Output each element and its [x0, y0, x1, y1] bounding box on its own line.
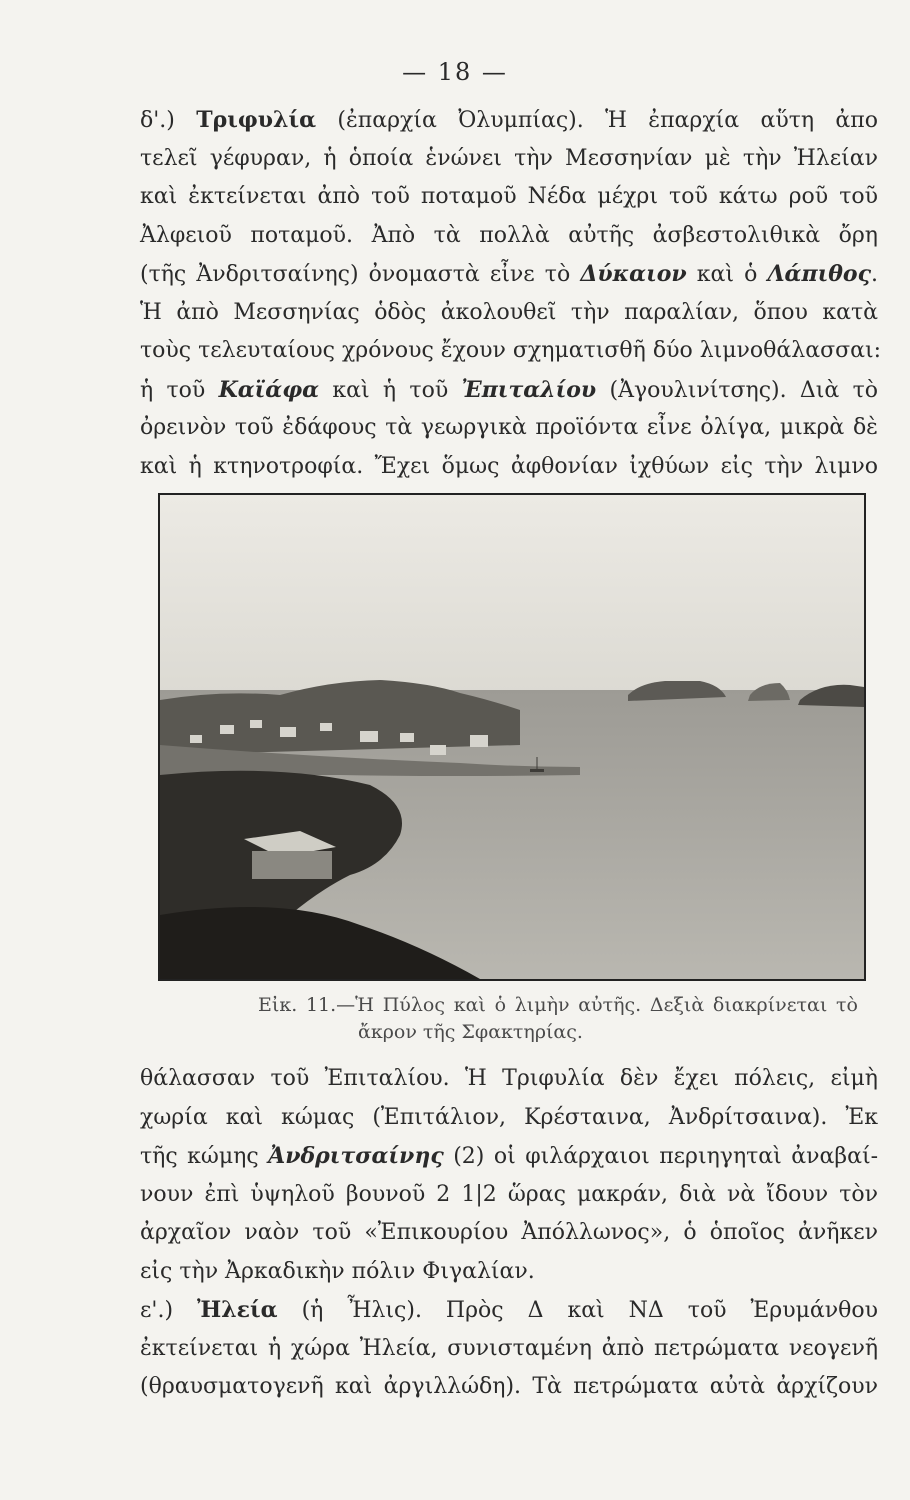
text-run: θάλασσαν τοῦ Ἐπιταλίου. Ἡ Τριφυλία δὲν ἔχει πόλεις, εἰμὴ	[140, 1066, 878, 1091]
text-line	[140, 1214, 878, 1253]
emphasized-term: Ἐπιταλίου	[461, 376, 597, 403]
emphasized-term: Καϊάφα	[218, 376, 320, 403]
text-run: ὀρεινὸν τοῦ ἐδάφους τὰ γεωργικὰ προϊόντα εἶνε ὀλίγα, μικρὰ δὲ	[140, 415, 878, 440]
figure-caption	[258, 992, 858, 1046]
text-run: ε'.)	[140, 1298, 198, 1323]
caption-line-1: Εἰκ. 11.—Ἡ Πύλος καὶ ὁ λιμὴν αὐτῆς. Δεξιὰ διακρίνεται τὸ	[258, 994, 858, 1016]
text-run: ἡ τοῦ	[140, 377, 219, 403]
text-run: (τῆς Ἀνδριτσαίνης) ὀνομαστὰ εἶνε τὸ	[140, 262, 581, 287]
text-line	[140, 140, 878, 179]
text-line	[140, 217, 878, 256]
emphasized-term: Λάπιθος	[767, 261, 871, 287]
text-run: ἀρχαῖον ναὸν τοῦ «Ἐπικουρίου Ἀπόλλωνος», ὁ ὁποῖος ἀνῆκεν	[140, 1220, 878, 1245]
page-number: — 18 —	[402, 58, 508, 86]
caption-line-2: ἄκρον τῆς Σφακτηρίας.	[358, 1021, 583, 1043]
text-line	[140, 1330, 878, 1369]
text-run: καὶ ἡ τοῦ	[319, 377, 462, 403]
text-run: νουν ἐπὶ ὑψηλοῦ βουνοῦ 2 1|2 ὥρας μακράν, διὰ νὰ ἴδουν τὸν	[140, 1181, 878, 1207]
text-run: (θραυσματογενῆ καὶ ἀργιλλώδη). Τὰ πετρώματα αὐτὰ ἀρχίζουν	[140, 1374, 878, 1399]
text-line	[140, 371, 878, 410]
text-line	[140, 1176, 878, 1215]
text-run: τελεῖ γέφυραν, ἡ ὁποία ἑνώνει τὴν Μεσσηνίαν μὲ τὴν Ἠλείαν	[140, 145, 878, 171]
text-line	[140, 1137, 878, 1176]
text-line	[140, 1368, 878, 1407]
text-line	[140, 448, 878, 487]
text-line	[140, 1291, 878, 1330]
text-run: (2) οἱ φιλάρχαιοι περιηγηταὶ ἀναβαί-	[443, 1144, 879, 1169]
photo-pylos-harbor	[158, 493, 866, 981]
text-run: δ'.)	[140, 108, 197, 133]
text-line	[140, 1060, 878, 1099]
text-run: .	[870, 262, 878, 287]
text-run: καὶ ἐκτείνεται ἀπὸ τοῦ ποταμοῦ Νέδα μέχρι τοῦ κάτω ροῦ τοῦ	[140, 184, 878, 209]
text-run: (ἡ Ἦλις). Πρὸς Δ καὶ ΝΔ τοῦ Ἐρυμάνθου	[277, 1298, 879, 1323]
text-line	[140, 101, 878, 140]
text-run: εἰς τὴν Ἀρκαδικὴν πόλιν Φιγαλίαν.	[140, 1258, 535, 1284]
emphasized-term: Ἀνδριτσαίνης	[268, 1143, 444, 1169]
text-run: τῆς κώμης	[140, 1144, 269, 1169]
text-line	[140, 294, 878, 333]
text-run: Ἡ ἀπὸ Μεσσηνίας ὁδὸς ἀκολουθεῖ τὴν παραλίαν, ὅπου κατὰ	[140, 299, 878, 325]
text-run: καὶ ἡ κτηνοτροφία. Ἔχει ὅμως ἀφθονίαν ἰχθύων εἰς τὴν λιμνο	[140, 453, 878, 479]
text-run: καὶ ὁ	[686, 262, 768, 287]
text-run: (ἐπαρχία Ὀλυμπίας). Ἡ ἐπαρχία αὕτη ἀπο	[316, 108, 878, 133]
text-line	[140, 1099, 878, 1138]
paragraph-trifylia-ileia	[140, 1060, 878, 1407]
text-line	[140, 255, 878, 294]
text-run: τοὺς τελευταίους χρόνους ἔχουν σχηματισθῆ δύο λιμνοθάλασσαι:	[140, 338, 882, 363]
text-run: ἐκτείνεται ἡ χώρα Ἠλεία, συνισταμένη ἀπὸ πετρώματα νεογενῆ	[140, 1335, 878, 1361]
text-line	[140, 409, 878, 448]
text-line	[140, 178, 878, 217]
paragraph-trifylia	[140, 101, 882, 486]
emphasized-term: Ἠλεία	[197, 1297, 278, 1323]
emphasized-term: Τριφυλία	[196, 107, 317, 133]
text-run: (Ἀγουλινίτσης). Διὰ τὸ	[596, 377, 878, 403]
text-line	[140, 332, 882, 371]
emphasized-term: Δύκαιον	[580, 261, 687, 287]
text-line	[140, 1253, 878, 1292]
text-run: Ἀλφειοῦ ποταμοῦ. Ἀπὸ τὰ πολλὰ αὐτῆς ἀσβεστολιθικὰ ὄρη	[140, 222, 878, 248]
text-run: χωρία καὶ κώμας (Ἐπιτάλιον, Κρέσταινα, Ἀνδρίτσαινα). Ἐκ	[140, 1104, 878, 1130]
